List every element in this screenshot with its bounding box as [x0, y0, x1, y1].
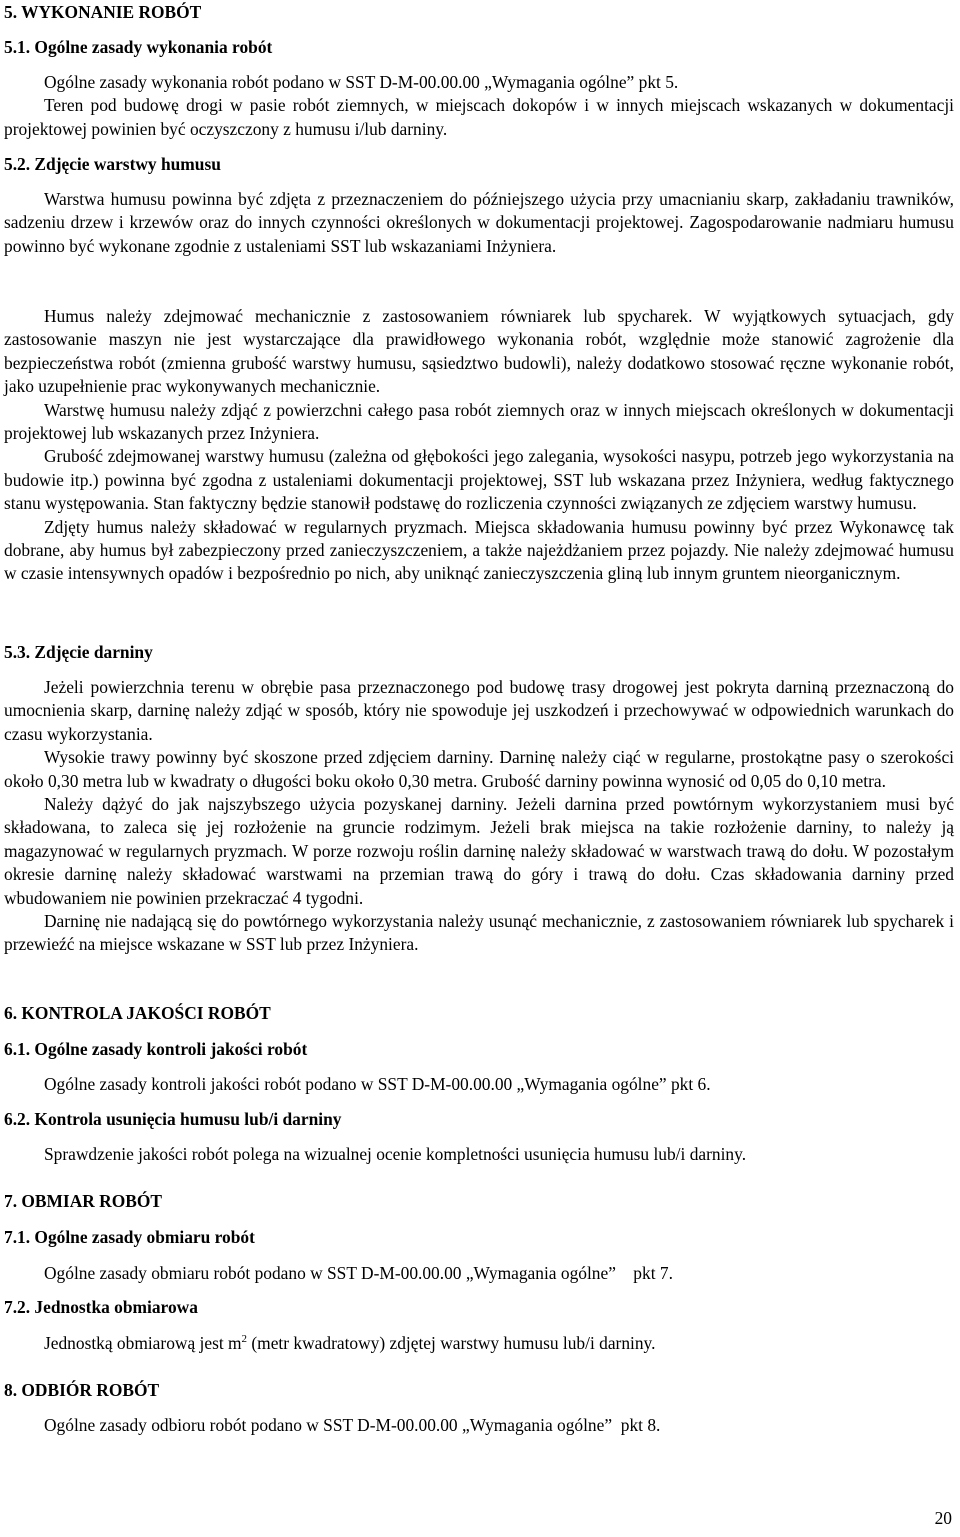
section-heading: 5. WYKONANIE ROBÓT: [4, 2, 202, 22]
subsection-heading: 5.1. Ogólne zasady wykonania robót: [4, 37, 273, 57]
paragraph: [4, 1332, 954, 1355]
subsection-heading: 5.3. Zdjęcie darniny: [4, 642, 153, 662]
paragraph: Sprawdzenie jakości robót polega na wizualnej ocenie kompletności usunięcia humusu lub/i darniny.: [44, 1144, 747, 1164]
subsection-heading: 6.2. Kontrola usunięcia humusu lub/i darniny: [4, 1109, 342, 1129]
paragraph: Wysokie trawy powinny być skoszone przed zdjęciem darniny. Darninę należy ciąć w regularne, prostokątne pasy o szerokości około 0,30 metra lub w kwadraty o długości boku około 0,30 metra. Grubość darniny powinna wynosić od 0,05 do 0,10 metra.: [4, 747, 954, 791]
paragraph: Darninę nie nadającą się do powtórnego wykorzystania należy usunąć mechanicznie, z zastosowaniem równiarek lub spycharek i przewieźć na miejsce wskazane w SST lub przez Inżyniera.: [4, 911, 954, 955]
paragraph: Grubość zdejmowanej warstwy humusu (zależna od głębokości jego zalegania, wysokości nasypu, potrzeb jego wykorzystania na budowie itp.) powinna być zgodna z ustaleniami dokumentacji projektowej, SST lub wskazana przez Inżyniera, według faktycznego stanu występowania. Stan faktyczny będzie stanowił podstawę do rozliczenia czynności związanych ze zdjęciem warstwy humusu.: [4, 446, 954, 514]
paragraph: Ogólne zasady wykonania robót podano w SST D-M-00.00.00 „Wymagania ogólne” pkt 5.: [44, 72, 679, 92]
subsection-heading: 6.1. Ogólne zasady kontroli jakości robót: [4, 1039, 308, 1059]
text-run: Jednostką obmiarową jest m: [44, 1333, 242, 1353]
paragraph: Ogólne zasady kontroli jakości robót podano w SST D-M-00.00.00 „Wymagania ogólne” pkt 6.: [44, 1074, 711, 1094]
paragraph: Teren pod budowę drogi w pasie robót ziemnych, w miejscach dokopów i w innych miejscach wskazanych w dokumentacji projektowej powinien być oczyszczony z humusu i/lub darniny.: [4, 95, 954, 139]
paragraph: Zdjęty humus należy składować w regularnych pryzmach. Miejsca składowania humusu powinny być przez Wykonawcę tak dobrane, aby humus był zabezpieczony przed zanieczyszczeniem, a także najeżdżaniem przez pojazdy. Nie należy zdejmować humusu w czasie intensywnych opadów i bezpośrednio po nich, aby uniknąć zanieczyszczenia gliną lub innym gruntem nieorganicznym.: [4, 516, 954, 584]
subsection-heading: 7.1. Ogólne zasady obmiaru robót: [4, 1227, 255, 1247]
paragraph: Warstwa humusu powinna być zdjęta z przeznaczeniem do późniejszego użycia przy umacnianiu skarp, zakładaniu trawników, sadzeniu drzew i krzewów oraz do innych czynności określonych w dokumentacji projektowej. Zagospodarowanie nadmiaru humusu powinno być wykonane zgodnie z ustaleniami SST lub wskazaniami Inżyniera.: [4, 189, 954, 256]
paragraph: Jeżeli powierzchnia terenu w obrębie pasa przeznaczonego pod budowę trasy drogowej jest pokryta darniną przeznaczoną do umocnienia skarp, darninę należy zdjąć w sposób, który nie spowoduje jej uszkodzeń i przechowywać w odpowiednich warunkach do czasu wykorzystania.: [4, 677, 954, 744]
subsection-heading: 7.2. Jednostka obmiarowa: [4, 1297, 198, 1317]
paragraph: Należy dążyć do jak najszybszego użycia pozyskanej darniny. Jeżeli darnina przed powtórnym wykorzystaniem musi być składowana, to zaleca się jej rozłożenie na gruncie rodzimym. Jeżeli brak miejsca na takie rozłożenie darniny, to należy ją magazynować w regularnych pryzmach. W porze rozwoju roślin darninę należy składować w warstwach trawą do dołu. W pozostałym okresie darninę należy składować warstwami na przemian trawą do góry i trawą do dołu. Czas składowania darniny przed wbudowaniem nie powinien przekraczać 4 tygodni.: [4, 794, 954, 908]
paragraph: Humus należy zdejmować mechanicznie z zastosowaniem równiarek lub spycharek. W wyjątkowych sytuacjach, gdy zastosowanie maszyn nie jest wystarczające dla prawidłowego wykonania robót, względnie może stanowić zagrożenie dla bezpieczeństwa robót (zmienna grubość warstwy humusu, sąsiedztwo budowli), należy dodatkowo stosować ręczne wykonanie robót, jako uzupełnienie prac wykonywanych mechanicznie.: [4, 306, 954, 397]
subsection-heading: 5.2. Zdjęcie warstwy humusu: [4, 154, 221, 174]
text-run: (metr kwadratowy) zdjętej warstwy humusu lub/i darniny.: [247, 1333, 656, 1353]
paragraph: Ogólne zasady odbioru robót podano w SST D-M-00.00.00 „Wymagania ogólne” pkt 8.: [44, 1415, 661, 1435]
page-number: 20: [934, 1508, 952, 1528]
paragraph: Warstwę humusu należy zdjąć z powierzchni całego pasa robót ziemnych oraz w innych miejscach określonych w dokumentacji projektowej lub wskazanych przez Inżyniera.: [4, 399, 954, 444]
section-heading: 7. OBMIAR ROBÓT: [4, 1191, 162, 1211]
section-heading: 6. KONTROLA JAKOŚCI ROBÓT: [4, 1003, 271, 1023]
section-heading: 8. ODBIÓR ROBÓT: [4, 1380, 160, 1400]
superscript: 2: [241, 1333, 248, 1346]
paragraph: Ogólne zasady obmiaru robót podano w SST D-M-00.00.00 „Wymagania ogólne” pkt 7.: [44, 1263, 673, 1283]
